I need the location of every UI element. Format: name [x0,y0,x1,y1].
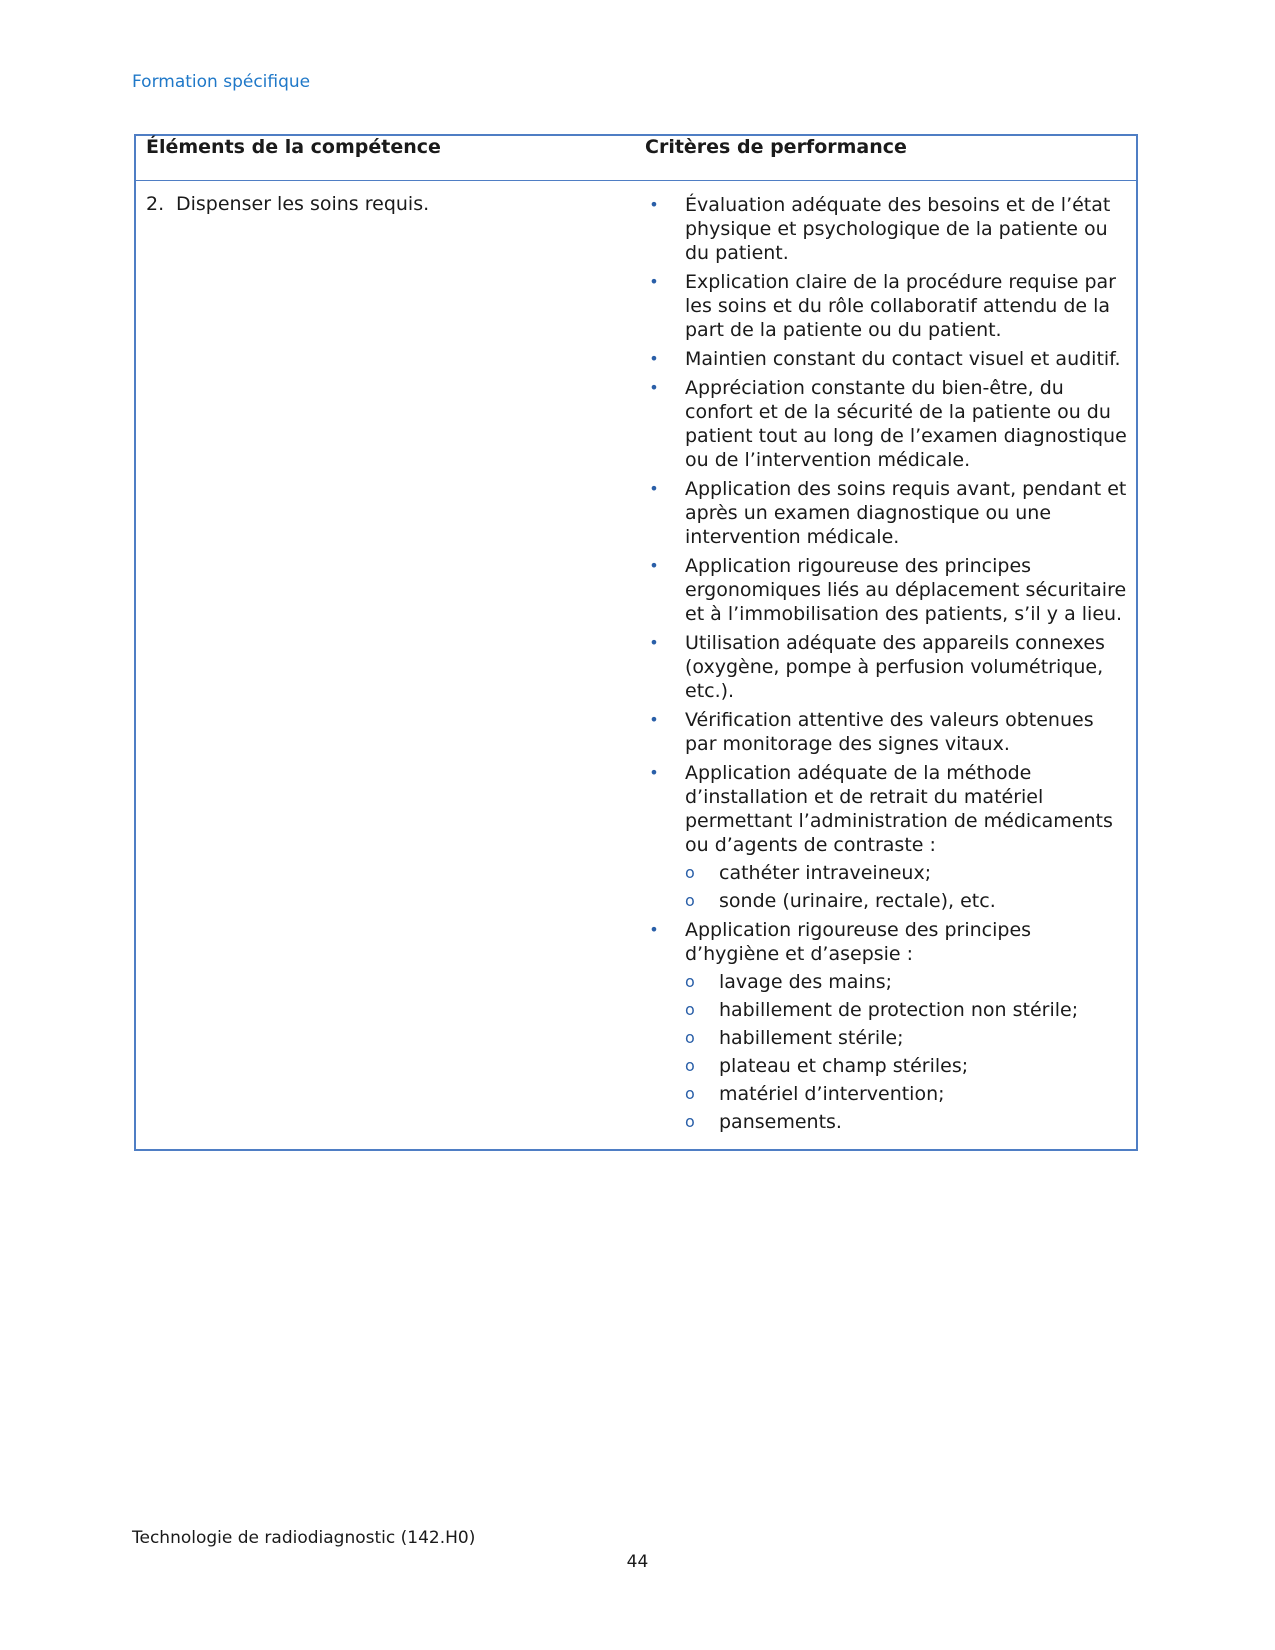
criteria-sub-text: cathéter intraveineux; [719,862,932,884]
criteria-text: Explication claire de la procédure requise par les soins et du rôle collaboratif attendu de la part de la patiente ou du patient. [685,271,1116,341]
criteria-item [645,193,1128,265]
criteria-text: Appréciation constante du bien-être, du confort et de la sécurité de la patiente ou du patient tout au long de l’examen diagnostique ou de l’intervention médicale. [685,377,1127,471]
circle-bullet-icon: o [685,1112,695,1131]
criteria-sub-item [685,861,1128,885]
bullet-dot-icon: • [649,556,659,575]
bullet-dot-icon: • [649,479,659,498]
circle-bullet-icon: o [685,863,695,882]
criteria-item [645,554,1128,626]
bullet-dot-icon: • [649,633,659,652]
criteria-sub-item [685,970,1128,994]
column-header-criteria: Critères de performance [637,135,1137,181]
criteria-sub-item [685,889,1128,913]
criteria-sub-text: lavage des mains; [719,971,893,993]
page-number: 44 [626,1552,649,1572]
circle-bullet-icon: o [685,1056,695,1075]
criteria-item [645,270,1128,342]
criteria-text: Évaluation adéquate des besoins et de l’état physique et psychologique de la patiente ou du patient. [685,194,1111,264]
criteria-sub-item [685,1110,1128,1134]
criteria-item [645,631,1128,703]
criteria-sub-text: plateau et champ stériles; [719,1055,969,1077]
element-number: 2. [146,193,165,215]
criteria-sub-list [685,861,1128,913]
bullet-dot-icon: • [649,763,659,782]
circle-bullet-icon: o [685,1084,695,1103]
bullet-dot-icon: • [649,920,659,939]
criteria-text: Maintien constant du contact visuel et auditif. [685,348,1121,370]
criteria-sub-item [685,998,1128,1022]
criteria-sub-text: sonde (urinaire, rectale), etc. [719,890,996,912]
criteria-sub-item [685,1026,1128,1050]
criteria-list [645,193,1128,1134]
bullet-dot-icon: • [649,195,659,214]
criteria-sub-text: habillement stérile; [719,1027,904,1049]
table-row [135,181,1137,1151]
circle-bullet-icon: o [685,972,695,991]
table-header-row [135,135,1137,181]
element-cell [135,181,637,1151]
bullet-dot-icon: • [649,272,659,291]
competence-table [134,134,1138,1151]
element-text: Dispenser les soins requis. [176,193,430,215]
circle-bullet-icon: o [685,1028,695,1047]
criteria-sub-text: pansements. [719,1111,842,1133]
criteria-sub-list [685,970,1128,1134]
criteria-text: Application rigoureuse des principes ergonomiques liés au déplacement sécuritaire et à l’immobilisation des patients, s’il y a lieu. [685,555,1127,625]
criteria-text: Utilisation adéquate des appareils connexes (oxygène, pompe à perfusion volumétrique, etc.). [685,632,1105,702]
circle-bullet-icon: o [685,891,695,910]
bullet-dot-icon: • [649,349,659,368]
criteria-sub-item [685,1082,1128,1106]
criteria-text: Application rigoureuse des principes d’hygiène et d’asepsie : [685,919,1032,965]
criteria-sub-text: habillement de protection non stérile; [719,999,1079,1021]
bullet-dot-icon: • [649,378,659,397]
running-header: Formation spécifique [132,72,311,92]
criteria-text: Vérification attentive des valeurs obtenues par monitorage des signes vitaux. [685,709,1094,755]
criteria-sub-item [685,1054,1128,1078]
criteria-item [645,347,1128,371]
column-header-elements: Éléments de la compétence [135,135,637,181]
criteria-item [645,918,1128,1134]
criteria-cell [637,181,1137,1151]
criteria-item [645,477,1128,549]
circle-bullet-icon: o [685,1000,695,1019]
criteria-item [645,376,1128,472]
criteria-item [645,761,1128,913]
criteria-item [645,708,1128,756]
criteria-text: Application adéquate de la méthode d’installation et de retrait du matériel permettant l’administration de médicaments ou d’agents de contraste : [685,762,1113,856]
criteria-sub-text: matériel d’intervention; [719,1083,945,1105]
bullet-dot-icon: • [649,710,659,729]
criteria-text: Application des soins requis avant, pendant et après un examen diagnostique ou une intervention médicale. [685,478,1127,548]
footer-program-title: Technologie de radiodiagnostic (142.H0) [132,1528,476,1548]
